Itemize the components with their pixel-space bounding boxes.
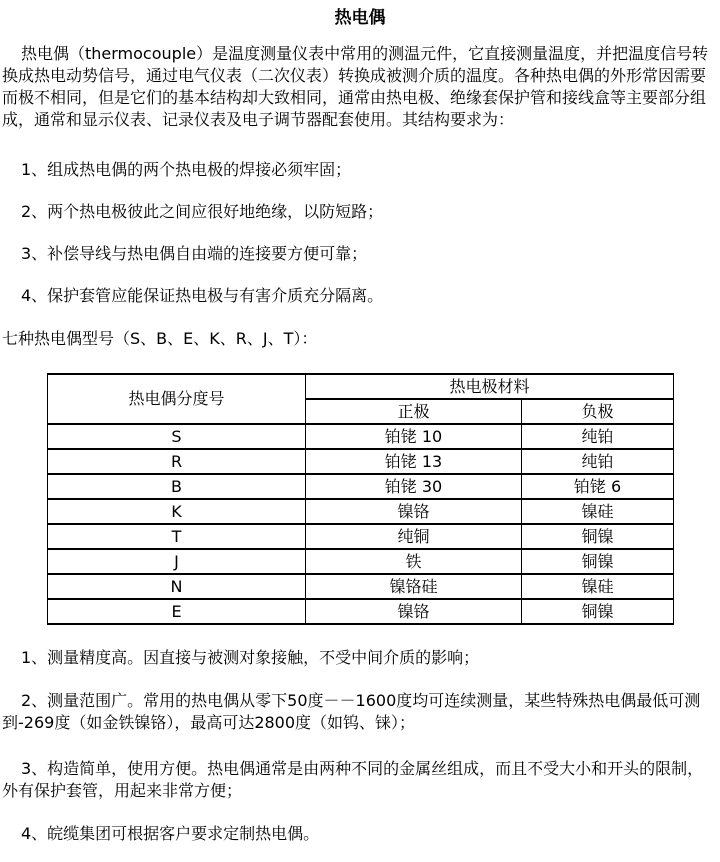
positive-cell: 镍铬 [306,599,522,624]
header-materials-cell: 热电极材料 [306,374,674,399]
table-header-row-1 [48,374,674,399]
header-negative-cell: 负极 [522,399,674,424]
page-title: 热电偶 [334,8,386,28]
table-row [48,599,674,624]
model-cell: K [48,499,306,524]
model-cell: R [48,449,306,474]
model-cell: T [48,524,306,549]
positive-cell: 铁 [306,549,522,574]
negative-cell: 纯铂 [522,449,674,474]
negative-cell: 铜镍 [522,599,674,624]
negative-cell: 镍硅 [522,574,674,599]
header-positive-cell: 正极 [306,399,522,424]
table-row [48,449,674,474]
negative-cell: 纯铂 [522,424,674,449]
table-row [48,424,674,449]
model-cell: J [48,549,306,574]
model-cell: E [48,599,306,624]
requirement-item-2: 2、两个热电极彼此之间应很好地绝缘，以防短路； [21,202,384,221]
negative-cell: 铜镍 [522,524,674,549]
positive-cell: 铂铑 10 [306,424,522,449]
requirement-item-1: 1、组成热电偶的两个热电极的焊接必须牢固； [21,160,352,179]
table-row [48,574,674,599]
model-cell: N [48,574,306,599]
advantage-item-4: 4、皖缆集团可根据客户要求定制热电偶。 [21,824,320,843]
header-model-cell: 热电偶分度号 [48,374,306,424]
models-heading: 七种热电偶型号（S、B、E、K、R、J、T）： [2,329,318,348]
positive-cell: 纯铜 [306,524,522,549]
requirement-item-4: 4、保护套管应能保证热电极与有害介质充分隔离。 [21,286,384,305]
advantage-item-2: 2、测量范围广。常用的热电偶从零下50度－－1600度均可连续测量，某些特殊热电偶最低可测到-269度（如金铁镍铬），最高可达2800度（如钨、铼）； [2,691,701,732]
table-row [48,474,674,499]
intro-paragraph: 热电偶（thermocouple）是温度测量仪表中常用的测温元件，它直接测量温度，并把温度信号转换成热电动势信号，通过电气仪表（二次仪表）转换成被测介质的温度。各种热电偶的外形常因需要而极不相同，但是它们的基本结构却大致相同，通常由热电极、绝缘套保护管和接线盒等主要部分组成，通常和显示仪表、记录仪表及电子调节器配套使用。其结构要求为： [2,44,709,129]
table-row [48,499,674,524]
table-row [48,524,674,549]
negative-cell: 铜镍 [522,549,674,574]
negative-cell: 镍硅 [522,499,674,524]
positive-cell: 铂铑 13 [306,449,522,474]
requirement-item-3: 3、补偿导线与热电偶自由端的连接要方便可靠； [21,244,368,263]
advantage-item-3: 3、构造简单，使用方便。热电偶通常是由两种不同的金属丝组成，而且不受大小和开头的限制，外有保护套管，用起来非常方便； [2,759,704,800]
advantage-item-1: 1、测量精度高。因直接与被测对象接触，不受中间介质的影响； [21,648,480,667]
table-row [48,549,674,574]
positive-cell: 镍铬硅 [306,574,522,599]
positive-cell: 镍铬 [306,499,522,524]
model-cell: S [48,424,306,449]
thermocouple-table [47,373,674,625]
negative-cell: 铂铑 6 [522,474,674,499]
model-cell: B [48,474,306,499]
positive-cell: 铂铑 30 [306,474,522,499]
